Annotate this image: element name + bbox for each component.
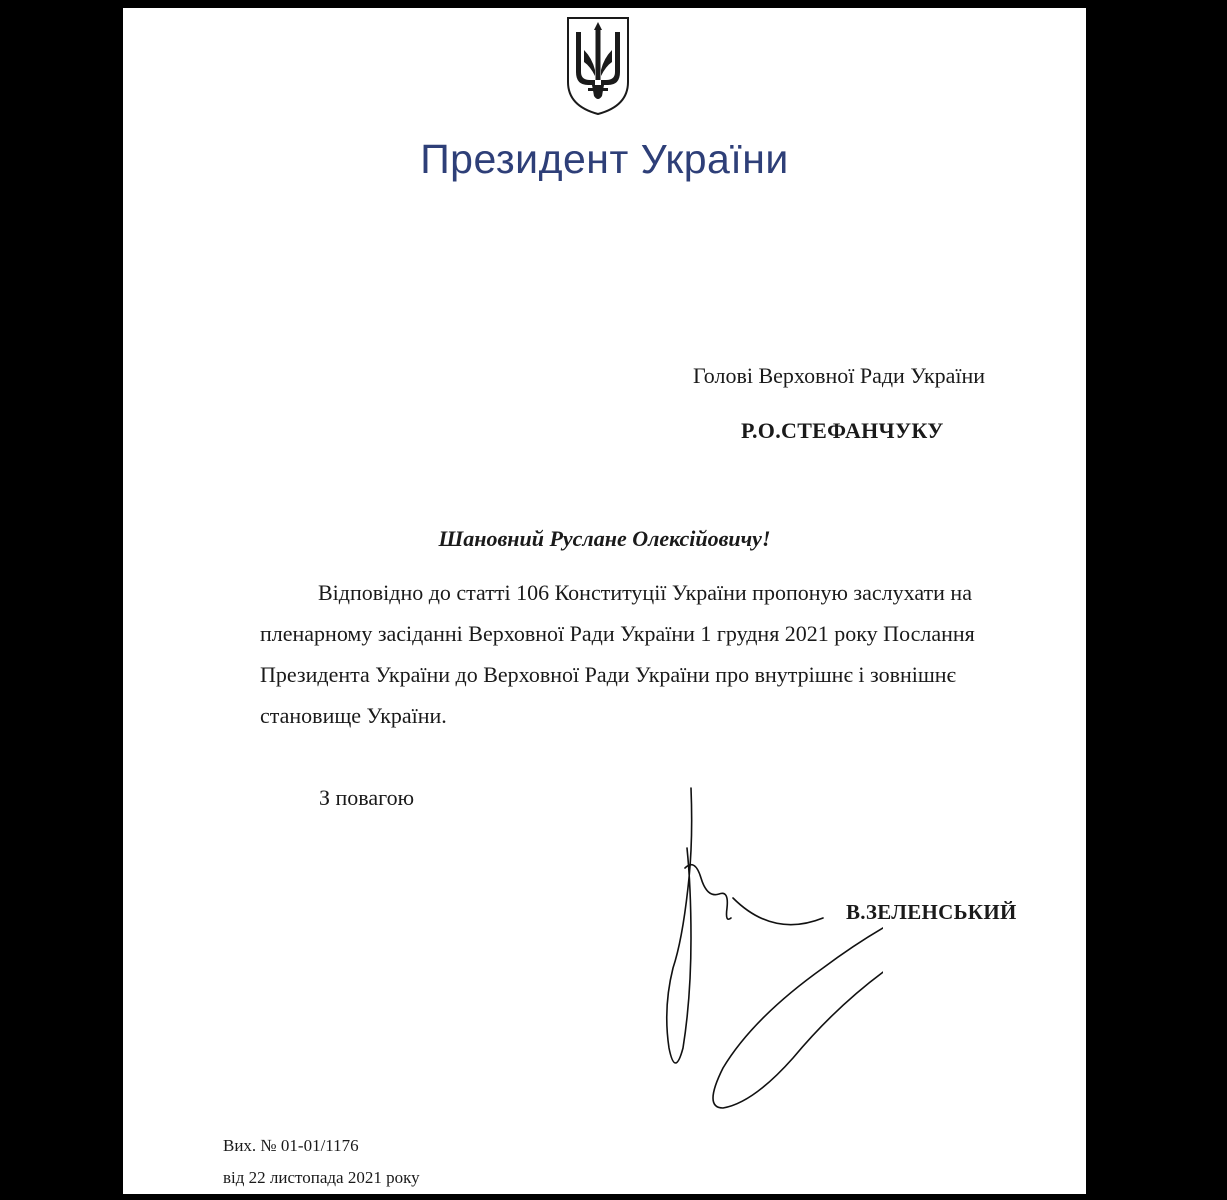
handwritten-signature-icon <box>523 718 883 1188</box>
outgoing-date: від 22 листопада 2021 року <box>223 1168 420 1187</box>
addressee-name: Р.О.СТЕФАНЧУКУ <box>741 418 944 443</box>
closing-phrase: З повагою <box>319 785 415 810</box>
body-line: Відповідно до статті 106 Конституції України пропоную заслухати на <box>318 580 972 605</box>
signer-name: В.ЗЕЛЕНСЬКИЙ <box>846 900 1017 924</box>
outgoing-number: Вих. № 01-01/1176 <box>223 1136 359 1155</box>
salutation: Шановний Руслане Олексійовичу! <box>438 526 771 551</box>
letterhead-title: Президент України <box>420 136 789 182</box>
body-line: пленарному засіданні Верховної Ради України 1 грудня 2021 року Послання <box>260 621 975 646</box>
coat-of-arms-icon <box>562 10 634 118</box>
body-line: Президента України до Верховної Ради України про внутрішнє і зовнішнє <box>260 662 956 687</box>
body-line: становище України. <box>260 703 447 728</box>
letter-page <box>123 8 1086 1194</box>
letter-body <box>260 572 1035 736</box>
addressee-position: Голові Верховної Ради України <box>693 363 986 388</box>
